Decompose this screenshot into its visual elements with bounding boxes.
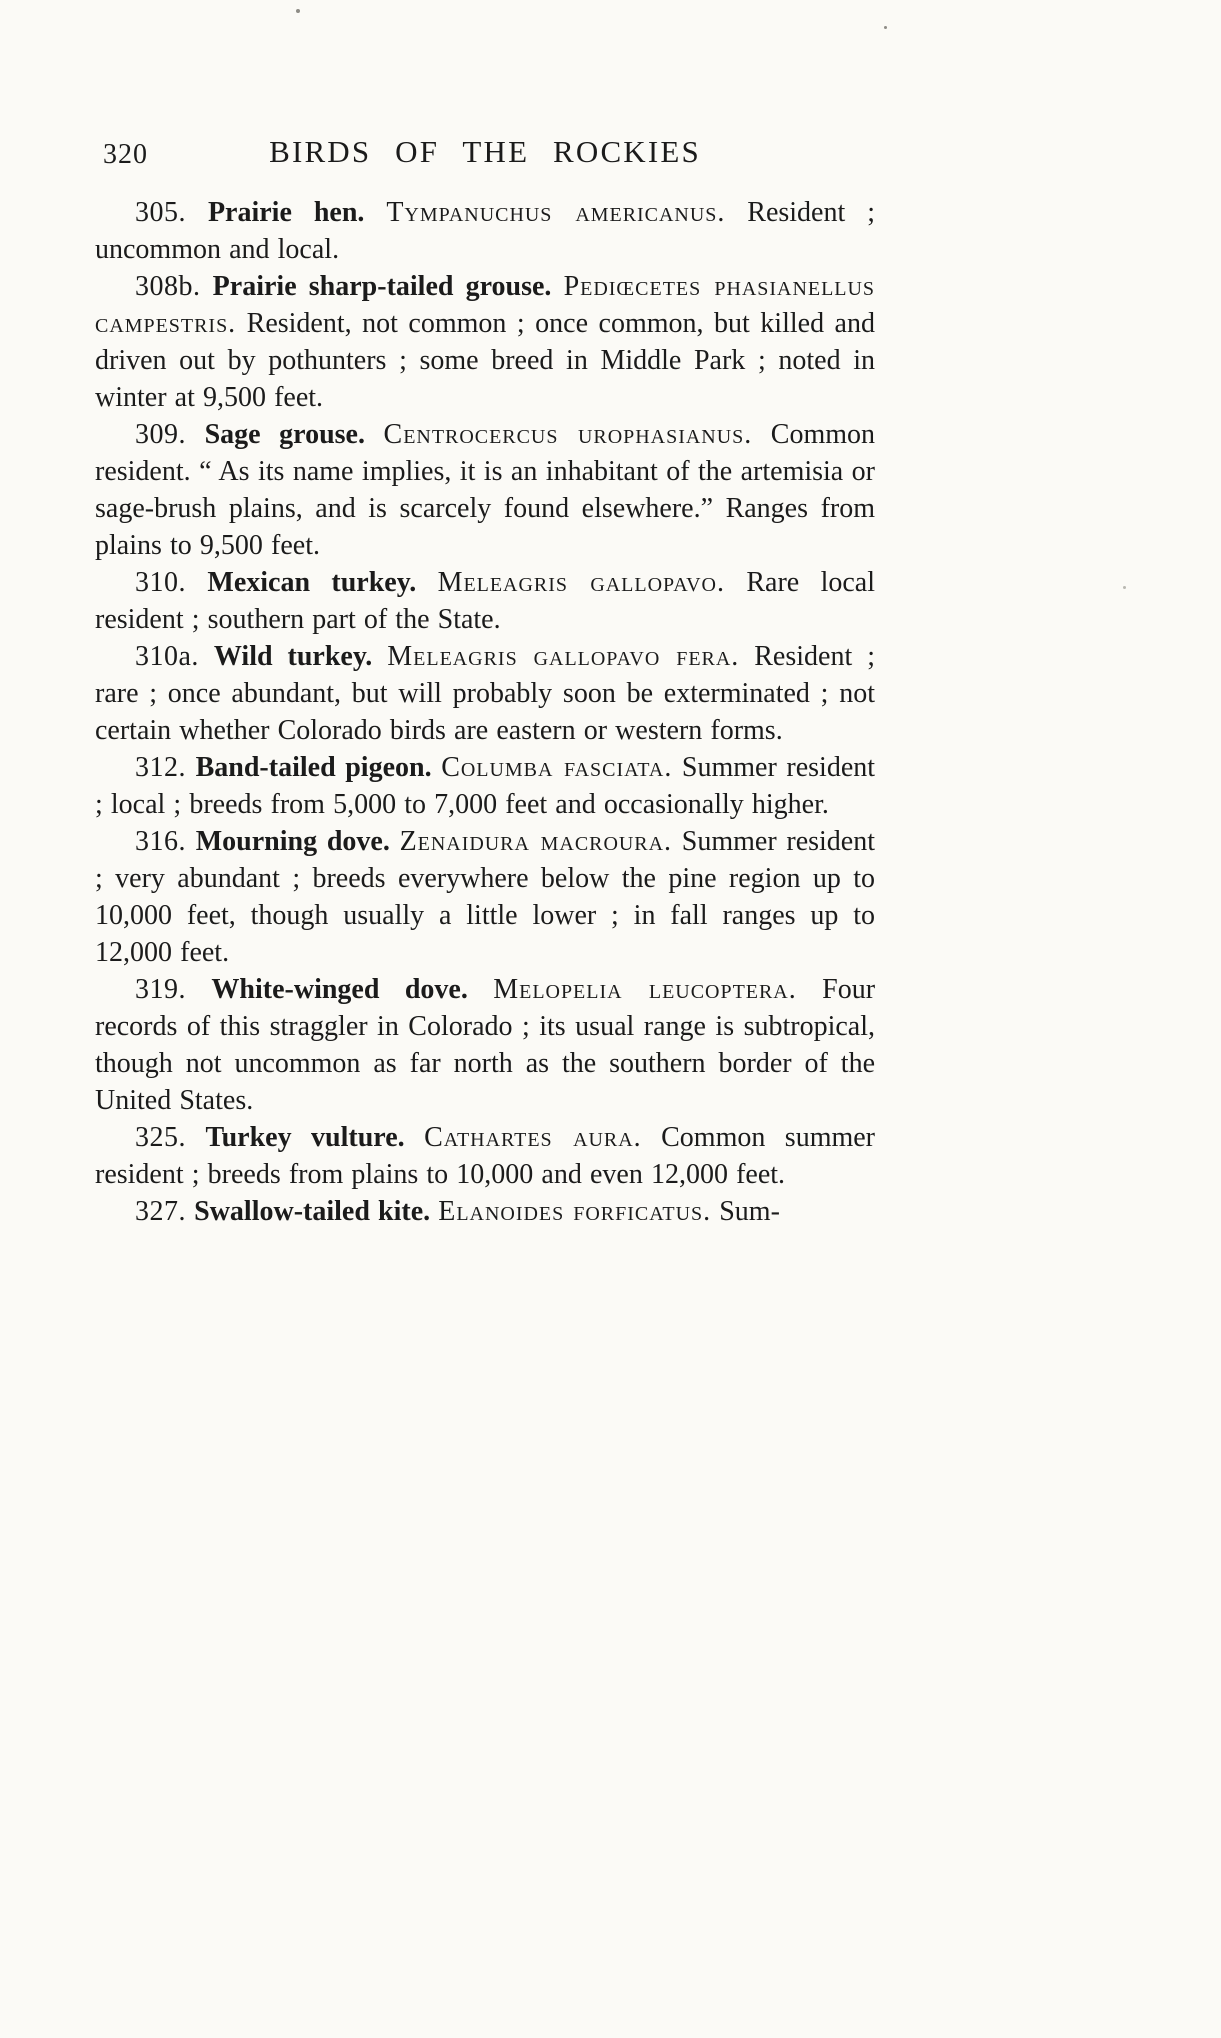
species-description: Common resident. “ As its name implies, it is an inhabitant of the artemisia or sage-brush plains, and is scarcely found elsewhere.” Ranges from plains to 9,500 feet. <box>95 419 876 561</box>
species-common-name: Wild turkey. <box>213 641 373 672</box>
species-description: Four records of this straggler in Colorado ; its usual range is subtropical, though not uncommon as far north as the southern border of the United States. <box>95 974 876 1116</box>
species-list <box>95 194 875 1230</box>
species-scientific-name: Elanoides forficatus. <box>438 1196 712 1227</box>
species-scientific-name: Centrocercus urophasianus. <box>383 419 753 450</box>
text-block <box>95 130 875 1230</box>
scan-speck <box>884 26 887 29</box>
species-entry <box>95 564 875 638</box>
species-common-name: Sage grouse. <box>204 419 365 450</box>
species-number: 325. <box>135 1122 186 1153</box>
species-entry <box>95 971 875 1119</box>
species-description: Resident ; uncommon and local. <box>95 197 875 265</box>
species-entry <box>95 823 875 971</box>
species-description: Summer resident ; very abundant ; breeds everywhere below the pine region up to 10,000 feet, though usually a little lower ; in fall ranges up to 12,000 feet. <box>95 826 876 968</box>
species-description: Rare local resident ; southern part of the State. <box>95 567 875 635</box>
species-scientific-name: Pediœcetes phasianellus campestris. <box>95 271 875 339</box>
species-common-name: Prairie hen. <box>207 197 365 228</box>
species-common-name: Band-tailed pigeon. <box>195 752 432 783</box>
species-scientific-name: Meleagris gallopavo. <box>437 567 725 598</box>
species-scientific-name: Melopelia leucoptera. <box>493 974 797 1005</box>
species-common-name: Prairie sharp-tailed grouse. <box>212 271 552 302</box>
species-scientific-name: Zenaidura macroura. <box>399 826 673 857</box>
species-number: 305. <box>135 197 186 228</box>
species-number: 312. <box>135 752 186 783</box>
species-entry <box>95 268 875 416</box>
species-scientific-name: Meleagris gallopavo fera. <box>387 641 740 672</box>
running-title: BIRDS OF THE ROCKIES <box>269 134 701 169</box>
species-scientific-name: Tympanuchus americanus. <box>386 197 726 228</box>
species-common-name: White-winged dove. <box>211 974 468 1005</box>
species-number: 309. <box>135 419 186 450</box>
species-scientific-name: Cathartes aura. <box>424 1122 642 1153</box>
species-number: 327. <box>135 1196 186 1227</box>
species-common-name: Turkey vulture. <box>205 1122 405 1153</box>
species-entry <box>95 1193 875 1230</box>
species-description: Summer resident ; local ; breeds from 5,000 to 7,000 feet and occasionally higher. <box>95 752 876 820</box>
species-description: Common summer resident ; breeds from plains to 10,000 and even 12,000 feet. <box>95 1122 876 1190</box>
species-number: 316. <box>135 826 186 857</box>
species-entry <box>95 416 875 564</box>
species-number: 310. <box>135 567 186 598</box>
species-entry <box>95 638 875 749</box>
page-number: 320 <box>103 139 148 170</box>
species-entry <box>95 194 875 268</box>
species-number: 319. <box>135 974 186 1005</box>
species-number: 310a. <box>135 641 199 672</box>
scan-speck <box>296 9 300 13</box>
scan-speck <box>1123 586 1126 589</box>
species-description: Sum- <box>719 1196 780 1227</box>
species-common-name: Swallow-tailed kite. <box>194 1196 431 1227</box>
species-description: Resident, not common ; once common, but killed and driven out by pothunters ; some breed in Middle Park ; noted in winter at 9,500 feet. <box>95 308 875 413</box>
species-description: Resident ; rare ; once abundant, but will probably soon be exterminated ; not certain whether Colorado birds are eastern or western forms. <box>95 641 875 746</box>
species-scientific-name: Columba fasciata. <box>441 752 673 783</box>
species-common-name: Mexican turkey. <box>207 567 417 598</box>
species-common-name: Mourning dove. <box>195 826 390 857</box>
species-entry <box>95 749 875 823</box>
species-entry <box>95 1119 875 1193</box>
species-number: 308b. <box>135 271 201 302</box>
page-header <box>95 130 875 182</box>
